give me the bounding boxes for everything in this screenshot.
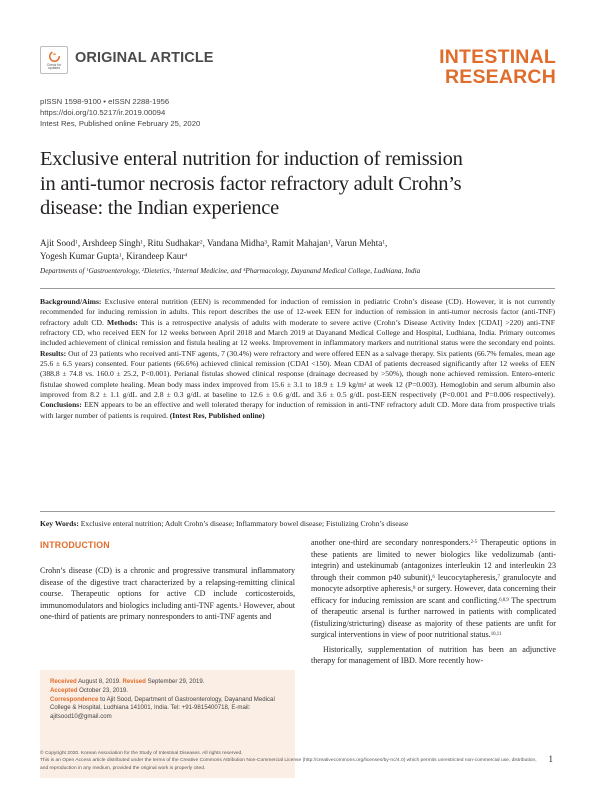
- check-for-updates-caption: Check for updates: [46, 62, 62, 71]
- check-for-updates-icon: [49, 51, 60, 62]
- journal-name-line2: RESEARCH: [444, 66, 556, 88]
- author-name: Ritu Sudhakar$^2$: [147, 238, 203, 248]
- divider: [40, 288, 555, 289]
- copyright-footer: [40, 750, 540, 772]
- author-name: Ajit Sood$^1$: [40, 238, 78, 248]
- introduction-paragraph: Crohn’s disease (CD) is a chronic and progressive transmural inflammatory disease of the digestive tract characterized by a relapsing-remitting clinical course. Therapeutic options for active CD include corticosteroids, immunomodulators and biologics including anti-TNF agents.$^1$ However, about one-third of patients are primary nonresponders to anti-TNF agents and: [40, 566, 295, 622]
- right-column-text: [311, 537, 556, 667]
- abstract-methods-label: Methods:: [107, 317, 138, 327]
- journal-name-line1: INTESTINAL: [439, 46, 556, 68]
- author-name: Varun Mehta$^1$: [335, 238, 385, 248]
- check-for-updates-badge[interactable]: [40, 46, 68, 74]
- keywords: Key Words: Exclusive enteral nutrition; Adult Crohn’s disease; Inflammatory bowel disease; Fistulizing Crohn’s disease: [40, 519, 409, 528]
- journal-logo: [416, 47, 556, 87]
- article-type: ORIGINAL ARTICLE: [75, 50, 214, 66]
- keywords-label: Key Words:: [40, 519, 79, 528]
- citation: (Intest Res, Published online): [169, 410, 265, 420]
- author-name: Ramit Mahajan$^1$: [271, 238, 331, 248]
- doi-link[interactable]: https://doi.org/10.5217/ir.2019.00094: [40, 108, 166, 118]
- abstract-conclusions-label: Conclusions:: [40, 400, 82, 410]
- abstract-background-label: Background/Aims:: [40, 297, 102, 306]
- publication-date: Intest Res, Published online February 25, 2020: [40, 119, 201, 129]
- affiliations: Departments of $^1$Gastroenterology, $^2$Dietetics, $^3$Internal Medicine, and $^4$Pharmacology, Dayanand Medical College, Ludhiana, India: [40, 267, 421, 275]
- copyright-line: © Copyright 2020. Korean Association for the Study of Intestinal Diseases. All rights reserved.: [40, 751, 243, 756]
- author-name: Yogesh Kumar Gupta$^1$: [40, 250, 122, 261]
- paragraph: another one-third are secondary nonresponders.$^{2-5}$ Therapeutic options in these patients are limited to newer biologics like vedolizumab (anti-integrin) and ustekinumab (antagonizes interleukin 12 and interleukin 23 through their common p40 subunit),$^6$ leucocytapheresis,$^7$ granulocyte and monocyte adsorptive apheresis,$^8$ or surgery. However, data concerning their efficacy for inducing remission are scant and conflicting.$^{6,8,9}$ The spectrum of therapeutic arsenal is further narrowed in patients with complicated (fistulizing/stricturing) disease as majority of these patients are unfit for surgical interventions in view of poor nutritional status.$^{10,11}$: [311, 538, 557, 640]
- divider: [40, 511, 555, 512]
- section-heading-introduction: INTRODUCTION: [40, 540, 110, 550]
- received-correspondence-box: Received August 8, 2019. Revised September 29, 2019. Accepted October 23, 2019. Correspondence to Ajit Sood, Department of Gastroenterology, Dayanand Medical College & Hospital, Ludhiana 141001, India. Tel: +91-9815400718, E-mail: ajitsood10@gmail.com: [40, 670, 295, 778]
- article-meta: [40, 96, 200, 130]
- article-title: Exclusive enteral nutrition for induction of remission in anti-tumor necrosis factor refractory adult Crohn’s disease: the Indian experience: [40, 148, 463, 219]
- license-text: This is an Open Access article distributed under the terms of the Creative Commons Attribution Non-Commercial License (http://creativecommons.org/licenses/by-nc/4.0) which permits unrestricted non-commercial use, distribution, and reproduction in any medium, provided the original work is properly cited.: [40, 758, 537, 771]
- paragraph: Historically, supplementation of nutrition has been an adjunctive therapy for management of IBD. More recently how-: [311, 644, 556, 666]
- author-name: Kirandeep Kaur$^4$: [126, 250, 188, 261]
- issn: pISSN 1598-9100 • eISSN 2288-1956: [40, 97, 170, 106]
- author-list: Ajit Sood$^1$, Arshdeep Singh$^1$, Ritu Sudhakar$^2$, Vandana Midha$^3$, Ramit Mahajan$^1$, Varun Mehta$^1$, Yogesh Kumar Gupta$^1$, Kirandeep Kaur$^4$: [40, 238, 388, 261]
- abstract: Background/Aims: Exclusive enteral nutrition (EEN) is recommended for induction of remission in pediatric Crohn’s disease (CD). However, it is not currently recommended for inducing remission in adults. This report describes the use of 12-week EEN for induction of remission in anti-tumor necrosis factor (anti-TNF) refractory adult CD. Methods: This is a retrospective analysis of adults with moderate to severe active (Crohn’s Disease Activity Index [CDAI] >220) anti-TNF refractory CD, who received EEN for 12 weeks between April 2018 and March 2019 at Dayanand Medical College and Hospital, Ludhiana, India. Primary outcomes included achievement of clinical remission and fistula healing at 12 weeks. Improvement in inflammatory markers and nutritional status were the secondary end points. Results: Out of 23 patients who received anti-TNF agents, 7 (30.4%) were refractory and were offered EEN as a salvage therapy. Six patients (66.7% females, mean age 25.6 ± 6.5 years) consented. Four patients (66.6%) achieved clinical remission (CDAI <150). Mean CDAI of patients decreased significantly after 12 weeks of EEN (388.8 ± 74.8 vs. 160.0 ± 25.2, P<0.001). Perianal fistulas showed clinical response (drainage decreased by >50%), though none achieved remission. Entero-enteric fistulae showed complete healing. Mean body mass index improved from 15.6 ± 3.1 to 18.9 ± 1.9 $kg/m^2$ at week 12 (P=0.003). Hemoglobin and serum albumin also improved from 8.2 ± 1.1 g/dL and 2.8 ± 0.3 g/dL at baseline to 12.6 ± 0.6 g/dL and 3.6 ± 0.5 g/dL post-EEN respectively (P<0.001 and P=0.006 respectively). Conclusions: EEN appears to be an effective and well tolerated therapy for induction of remission in anti-TNF refractory adult CD. More data from prospective trials with larger number of patients is required. (Intest Res, Published online): [40, 297, 555, 420]
- page-number: 1: [548, 754, 553, 764]
- author-name: Arshdeep Singh$^1$: [81, 238, 143, 248]
- abstract-results-label: Results:: [40, 348, 67, 358]
- author-name: Vandana Midha$^3$: [206, 238, 268, 248]
